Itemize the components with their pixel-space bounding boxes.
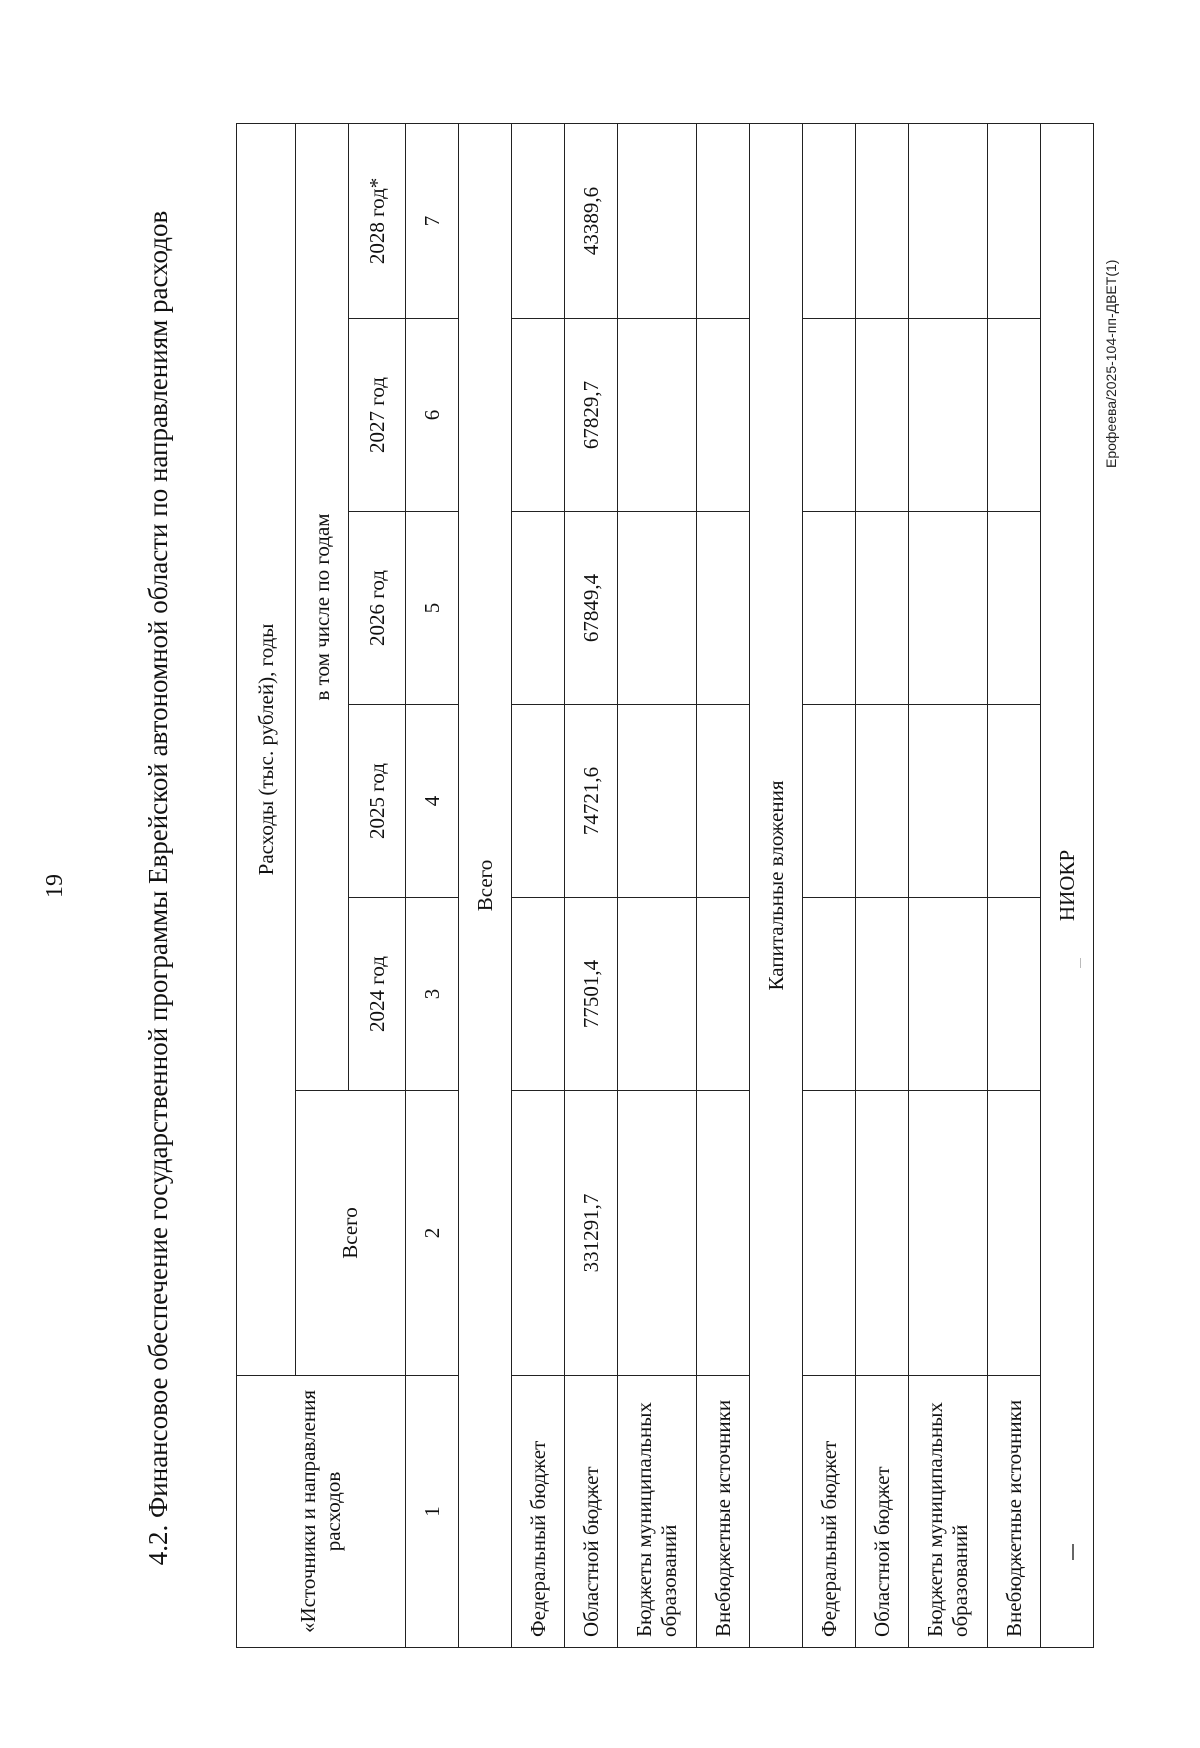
cell-value <box>618 898 697 1091</box>
header-year: 2027 год <box>349 319 406 512</box>
cell-value <box>512 898 565 1091</box>
cell-value <box>618 123 697 318</box>
cell-value <box>512 1091 565 1376</box>
document-code: Ерофеева/2025-104-пп-ДВЕТ(1) <box>1103 259 1119 468</box>
column-number: 7 <box>406 123 459 318</box>
table-row <box>512 123 565 1647</box>
cell-value <box>856 898 909 1091</box>
scan-artifact <box>1080 958 1081 968</box>
cell-value <box>856 319 909 512</box>
cell-value: 77501,4 <box>565 898 618 1091</box>
cell-value <box>803 123 856 318</box>
cell-value <box>988 898 1041 1091</box>
cell-value <box>856 705 909 898</box>
table-row <box>909 123 988 1647</box>
cell-value <box>909 1091 988 1376</box>
row-label: Внебюджетные источники <box>697 1376 750 1648</box>
section-row-capital <box>750 123 803 1647</box>
page-title: 4.2. Финансовое обеспечение государственной программы Еврейской автономной области по направлениям расходов <box>143 210 173 1566</box>
cell-value: 331291,7 <box>565 1091 618 1376</box>
cell-value <box>803 898 856 1091</box>
header-total: Всего <box>296 1091 406 1376</box>
header-year: 2028 год* <box>349 123 406 318</box>
cell-value <box>803 1091 856 1376</box>
row-label: Бюджеты муниципальных образований <box>618 1376 697 1648</box>
cell-value <box>512 705 565 898</box>
cell-value <box>512 512 565 705</box>
column-number: 1 <box>406 1376 459 1648</box>
cell-value <box>909 319 988 512</box>
cell-value <box>988 512 1041 705</box>
column-number: 4 <box>406 705 459 898</box>
cell-value <box>618 705 697 898</box>
table-row <box>988 123 1041 1647</box>
row-label: Областной бюджет <box>565 1376 618 1648</box>
header-year: 2026 год <box>349 512 406 705</box>
section-row-total <box>459 123 512 1647</box>
cell-value: 67829,7 <box>565 319 618 512</box>
financing-table <box>236 123 1094 1648</box>
table-row <box>697 123 750 1647</box>
cell-value <box>856 123 909 318</box>
cell-value <box>803 319 856 512</box>
section-title: Капитальные вложения <box>750 123 803 1647</box>
row-label: Бюджеты муниципальных образований <box>909 1376 988 1648</box>
section-title: Всего <box>459 123 512 1647</box>
cell-value <box>697 1091 750 1376</box>
cell-value <box>618 512 697 705</box>
header-row-1 <box>237 123 296 1647</box>
cell-value <box>856 512 909 705</box>
cell-value <box>618 1091 697 1376</box>
page-number: 19 <box>42 874 68 898</box>
cell-value: 43389,6 <box>565 123 618 318</box>
section-row-niokr <box>1041 123 1094 1647</box>
cell-value <box>803 512 856 705</box>
row-label: Внебюджетные источники <box>988 1376 1041 1648</box>
cell-value <box>909 898 988 1091</box>
cell-value <box>697 123 750 318</box>
cell-value <box>697 512 750 705</box>
cell-value <box>909 705 988 898</box>
scan-artifact <box>1072 1544 1074 1560</box>
cell-value <box>909 512 988 705</box>
table-row <box>856 123 909 1647</box>
table-row <box>565 123 618 1647</box>
cell-value <box>988 319 1041 512</box>
column-number: 2 <box>406 1091 459 1376</box>
row-label: Федеральный бюджет <box>512 1376 565 1648</box>
cell-value <box>512 123 565 318</box>
cell-value <box>803 705 856 898</box>
cell-value <box>988 123 1041 318</box>
header-sources: «Источники и направления расходов <box>237 1376 406 1648</box>
cell-value <box>909 123 988 318</box>
header-by-years: в том числе по годам <box>296 123 349 1090</box>
cell-value <box>697 319 750 512</box>
table-row <box>803 123 856 1647</box>
row-label: Федеральный бюджет <box>803 1376 856 1648</box>
cell-value: 74721,6 <box>565 705 618 898</box>
cell-value <box>856 1091 909 1376</box>
header-year: 2024 год <box>349 898 406 1091</box>
column-number: 5 <box>406 512 459 705</box>
cell-value <box>988 705 1041 898</box>
cell-value: 67849,4 <box>565 512 618 705</box>
header-expenses-group: Расходы (тыс. рублей), годы <box>237 123 296 1375</box>
column-number-row <box>406 123 459 1647</box>
cell-value <box>512 319 565 512</box>
cell-value <box>618 319 697 512</box>
cell-value <box>988 1091 1041 1376</box>
table-row <box>618 123 697 1647</box>
column-number: 3 <box>406 898 459 1091</box>
section-title: НИОКР <box>1041 123 1094 1647</box>
cell-value <box>697 898 750 1091</box>
cell-value <box>697 705 750 898</box>
row-label: Областной бюджет <box>856 1376 909 1648</box>
header-year: 2025 год <box>349 705 406 898</box>
column-number: 6 <box>406 319 459 512</box>
